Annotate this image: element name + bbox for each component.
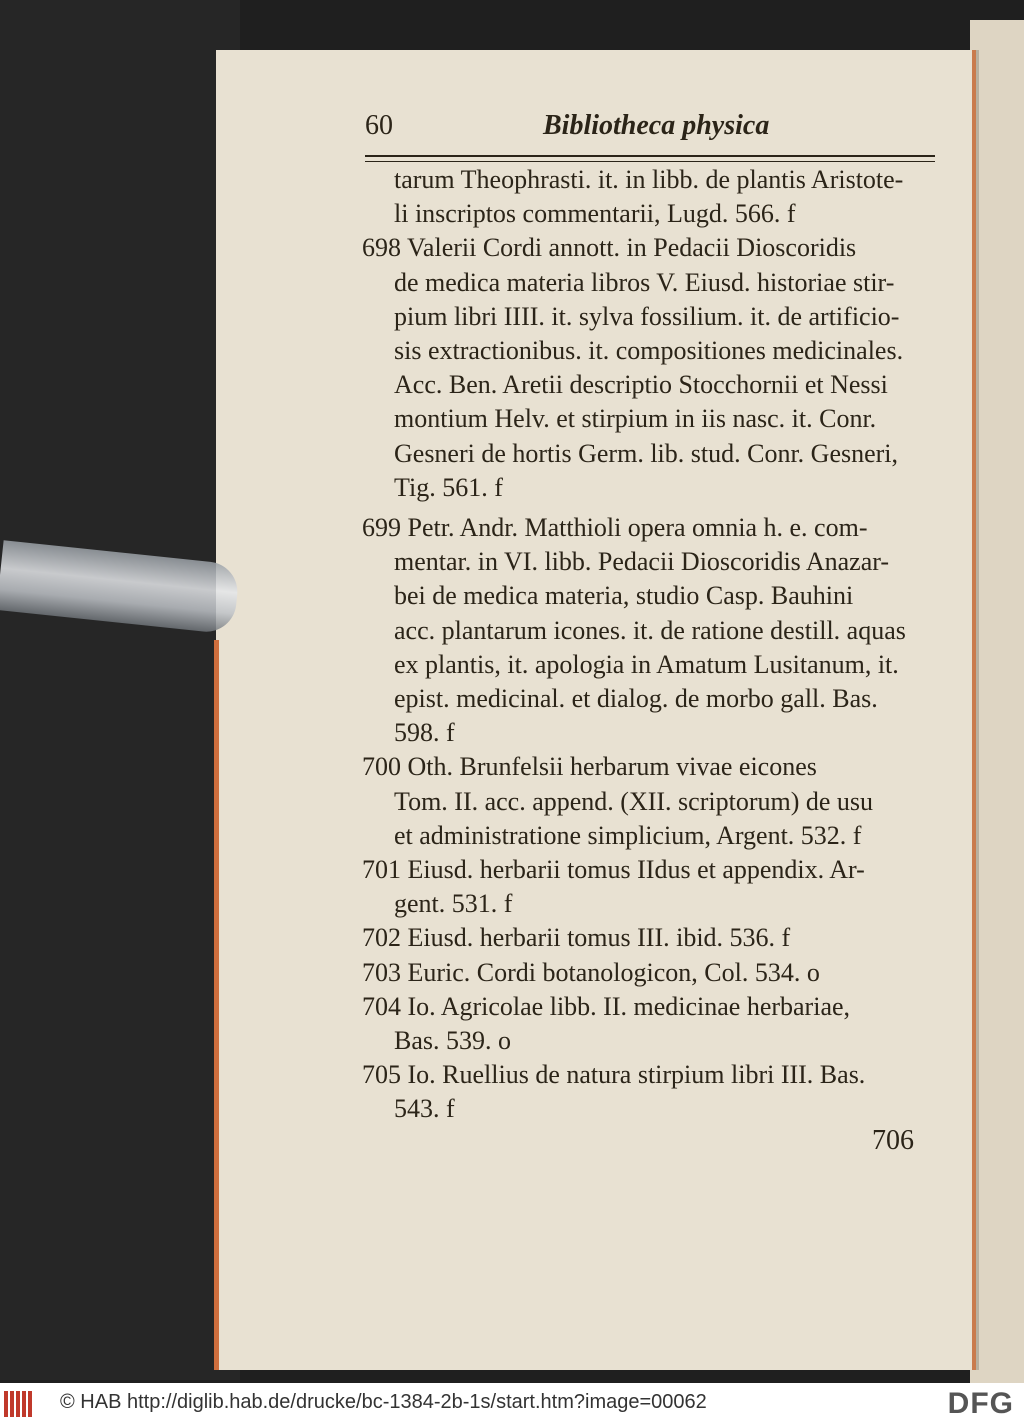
- library-logo-icon: [4, 1391, 44, 1417]
- entry-line: 700 Oth. Brunfelsii herbarum vivae eicones: [362, 752, 817, 782]
- header-rule: [365, 155, 935, 162]
- text-line: Acc. Ben. Aretii descriptio Stocchornii et Nessi: [394, 370, 888, 400]
- text-line: gent. 531. f: [394, 889, 513, 919]
- text-line: epist. medicinal. et dialog. de morbo gall. Bas.: [394, 684, 878, 714]
- catalog-text: [362, 163, 934, 1127]
- text-line: pium libri IIII. it. sylva fossilium. it. de artificio-: [394, 301, 900, 331]
- text-line: 598. f: [394, 718, 455, 748]
- footer-credit[interactable]: © HAB http://diglib.hab.de/drucke/bc-1384-2b-1s/start.htm?image=00062: [60, 1391, 707, 1413]
- text-line: li inscriptos commentarii, Lugd. 566. f: [394, 199, 796, 229]
- dfg-logo: DFG: [947, 1387, 1014, 1420]
- text-line: mentar. in VI. libb. Pedacii Dioscoridis Anazar-: [394, 547, 890, 577]
- footer-bar: [0, 1383, 1024, 1425]
- text-line: tarum Theophrasti. it. in libb. de plantis Aristote-: [394, 165, 904, 194]
- page-edge: [214, 640, 219, 1370]
- text-line: Tom. II. acc. append. (XII. scriptorum) de usu: [394, 786, 874, 816]
- entry-line: 702 Eiusd. herbarii tomus III. ibid. 536. f: [362, 923, 791, 953]
- text-line: montium Helv. et stirpium in iis nasc. it. Conr.: [394, 404, 877, 434]
- left-background: [0, 0, 240, 1380]
- running-title: Bibliotheca physica: [543, 110, 770, 141]
- entry-line: 701 Eiusd. herbarii tomus IIdus et appendix. Ar-: [362, 855, 865, 885]
- entry-line: 699 Petr. Andr. Matthioli opera omnia h. e. com-: [362, 513, 868, 543]
- entry-line: 703 Euric. Cordi botanologicon, Col. 534. o: [362, 957, 820, 987]
- text-line: Bas. 539. o: [394, 1026, 511, 1056]
- text-line: acc. plantarum icones. it. de ratione destill. aquas: [394, 615, 906, 645]
- page-number: 60: [365, 110, 393, 141]
- running-head: [365, 110, 925, 150]
- catchword: 706: [872, 1125, 914, 1156]
- text-line: 543. f: [394, 1094, 455, 1124]
- text-line: et administratione simplicium, Argent. 532. f: [394, 820, 862, 850]
- entry-line: 698 Valerii Cordi annott. in Pedacii Dioscoridis: [362, 233, 857, 263]
- text-line: Tig. 561. f: [394, 472, 503, 502]
- text-line: sis extractionibus. it. compositiones medicinales.: [394, 336, 904, 366]
- text-line: de medica materia libros V. Eiusd. historiae stir-: [394, 267, 895, 297]
- text-line: Gesneri de hortis Germ. lib. stud. Conr. Gesneri,: [394, 438, 899, 468]
- text-line: bei de medica materia, studio Casp. Bauhini: [394, 581, 854, 611]
- entry-line: 705 Io. Ruellius de natura stirpium libri III. Bas.: [362, 1060, 866, 1090]
- entry-line: 704 Io. Agricolae libb. II. medicinae herbariae,: [362, 991, 851, 1021]
- text-line: ex plantis, it. apologia in Amatum Lusitanum, it.: [394, 649, 899, 679]
